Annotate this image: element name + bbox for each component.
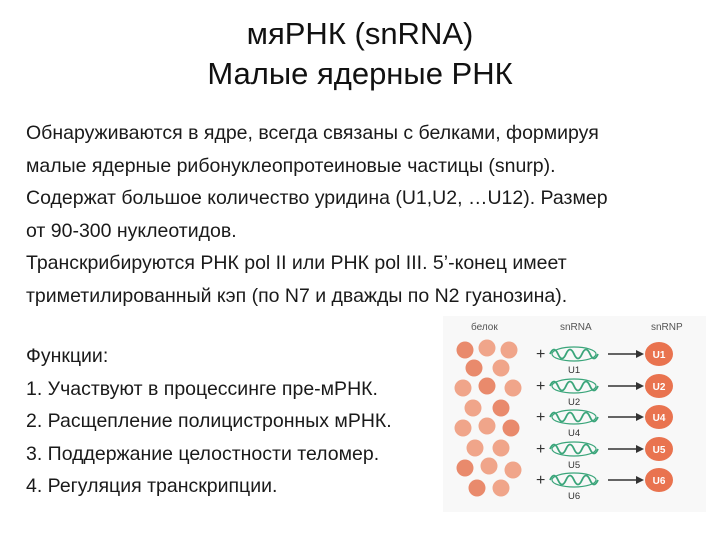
plus-sign: + — [536, 409, 546, 426]
protein-circle — [479, 340, 496, 357]
header-snrna: snRNA — [560, 322, 592, 333]
snrna-strand — [550, 476, 598, 485]
arrow-head — [636, 476, 644, 484]
protein-circle — [465, 400, 482, 417]
snrna-strand — [550, 413, 598, 422]
arrow-head — [636, 445, 644, 453]
function-item: 1. Участвуют в процессинге пре-мРНК. — [26, 377, 378, 400]
description-text — [26, 117, 696, 312]
assembly-rows — [536, 342, 673, 502]
snrnp-label: U1 — [652, 350, 666, 361]
function-item: 4. Регуляция транскрипции. — [26, 475, 278, 497]
snrna-strand — [550, 382, 598, 391]
protein-circle — [493, 440, 510, 457]
snrnp-label: U5 — [652, 445, 666, 456]
snrnp-label: U2 — [652, 382, 666, 393]
title-line-2: Малые ядерные РНК — [207, 56, 513, 91]
snrnp-assembly-figure — [443, 316, 706, 512]
functions-heading: Функции: — [26, 345, 109, 367]
plus-sign: + — [536, 346, 546, 363]
snrna-label: U4 — [568, 428, 581, 439]
snrna-label: U2 — [568, 397, 581, 408]
body-line: Транскрибируются РНК pol II или РНК pol III. 5’-конец имеет — [26, 252, 567, 274]
protein-circle — [455, 420, 472, 437]
protein-circle — [503, 420, 520, 437]
protein-cluster — [455, 340, 522, 497]
protein-circle — [493, 360, 510, 377]
protein-circle — [457, 342, 474, 359]
protein-circle — [469, 480, 486, 497]
body-line: от 90-300 нуклеотидов. — [26, 219, 237, 242]
protein-circle — [505, 380, 522, 397]
protein-circle — [457, 460, 474, 477]
protein-circle — [455, 380, 472, 397]
protein-circle — [493, 400, 510, 417]
arrow-head — [636, 350, 644, 358]
plus-sign: + — [536, 472, 546, 489]
plus-sign: + — [536, 378, 546, 395]
snrnp-label: U4 — [652, 413, 666, 424]
protein-circle — [466, 360, 483, 377]
protein-circle — [481, 458, 498, 475]
plus-sign: + — [536, 441, 546, 458]
protein-circle — [479, 378, 496, 395]
snrnp-label: U6 — [652, 476, 666, 487]
slide-title — [0, 14, 720, 94]
function-item: 3. Поддержание целостности теломер. — [26, 442, 380, 465]
protein-circle — [501, 342, 518, 359]
header-protein: белок — [471, 322, 498, 333]
header-snrnp: snRNP — [651, 322, 683, 333]
protein-circle — [467, 440, 484, 457]
body-line: Содержат большое количество уридина (U1,U2, …U12). Размер — [26, 187, 608, 209]
body-line: триметилированный кэп (по N7 и дважды по N2 гуанозина). — [26, 284, 568, 307]
snrnp-diagram — [443, 316, 706, 512]
title-line-1: мяРНК (snRNA) — [246, 16, 474, 51]
protein-circle — [479, 418, 496, 435]
protein-circle — [505, 462, 522, 479]
function-item: 2. Расщепление полицистронных мРНК. — [26, 410, 392, 432]
arrow-head — [636, 413, 644, 421]
body-line: малые ядерные рибонуклеопротеиновые частицы (snurp). — [26, 154, 556, 177]
snrna-label: U5 — [568, 460, 581, 471]
arrow-head — [636, 382, 644, 390]
snrna-strand — [550, 445, 598, 454]
functions-list — [26, 340, 456, 503]
snrna-label: U1 — [568, 365, 581, 376]
protein-circle — [493, 480, 510, 497]
body-line: Обнаруживаются в ядре, всегда связаны с белками, формируя — [26, 122, 599, 144]
snrna-label: U6 — [568, 491, 581, 502]
snrna-strand — [550, 350, 598, 359]
